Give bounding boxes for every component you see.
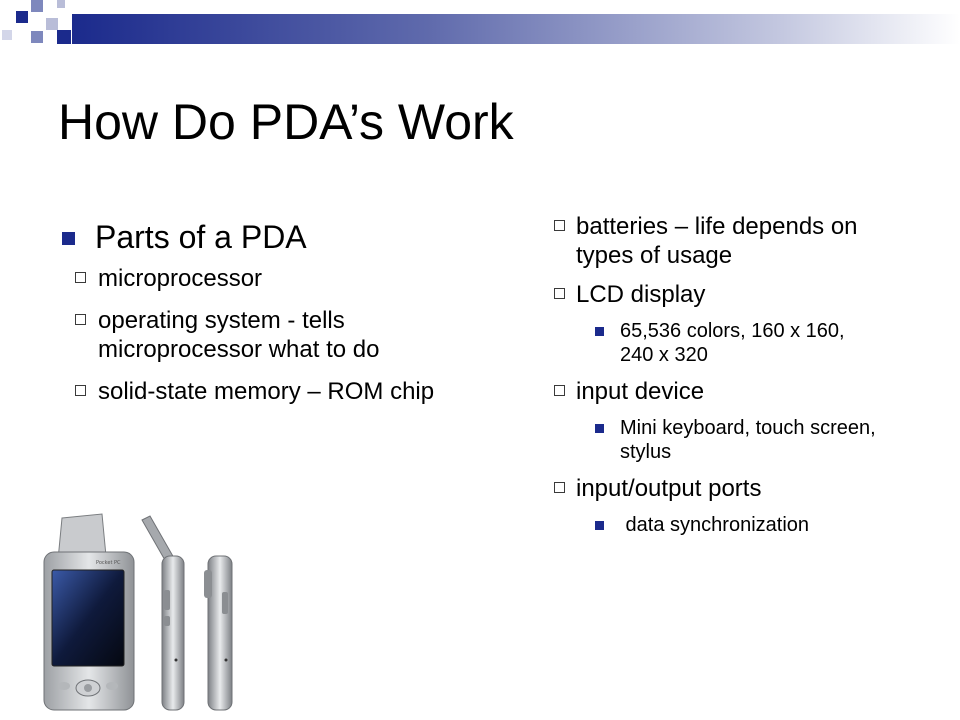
square-bullet-icon bbox=[595, 327, 604, 336]
bullet-text: solid-state memory – ROM chip bbox=[98, 378, 435, 405]
hollow-square-bullet-icon bbox=[554, 385, 565, 396]
bullet-level3 bbox=[552, 513, 882, 537]
decorative-square bbox=[16, 11, 28, 23]
bullet-text: operating system - tells microprocessor what to do bbox=[98, 307, 380, 363]
decorative-square bbox=[2, 30, 12, 40]
square-bullet-icon bbox=[595, 424, 604, 433]
bullet-level2 bbox=[552, 280, 882, 309]
gradient-bar bbox=[72, 14, 960, 44]
pda-device-image bbox=[40, 512, 250, 712]
bullet-level2 bbox=[58, 264, 438, 293]
bullet-text: batteries – life depends on types of usage bbox=[576, 213, 858, 269]
hollow-square-bullet-icon bbox=[75, 272, 86, 283]
hollow-square-bullet-icon bbox=[75, 314, 86, 325]
bullet-text: 65,536 colors, 160 x 160, 240 x 320 bbox=[620, 320, 845, 366]
bullet-text: data synchronization bbox=[620, 514, 810, 536]
hollow-square-bullet-icon bbox=[75, 385, 86, 396]
bullet-level2 bbox=[552, 377, 882, 406]
bullet-level3 bbox=[552, 416, 882, 464]
slide-title: How Do PDA’s Work bbox=[58, 94, 514, 150]
right-column bbox=[552, 212, 882, 547]
pda-brand-text: Pocket PC bbox=[96, 560, 121, 566]
hollow-square-bullet-icon bbox=[554, 220, 565, 231]
hollow-square-bullet-icon bbox=[554, 482, 565, 493]
square-bullet-icon bbox=[595, 521, 604, 530]
decorative-square bbox=[57, 0, 65, 8]
square-bullet-icon bbox=[62, 232, 75, 245]
hollow-square-bullet-icon bbox=[554, 288, 565, 299]
bullet-level2 bbox=[552, 474, 882, 503]
bullet-text: LCD display bbox=[576, 281, 706, 308]
bullet-level3 bbox=[552, 319, 882, 367]
bullet-text: microprocessor bbox=[98, 265, 263, 292]
bullet-level2 bbox=[58, 306, 438, 364]
bullet-text: Mini keyboard, touch screen, stylus bbox=[620, 417, 876, 463]
decorative-square bbox=[57, 30, 71, 44]
bullet-level1 bbox=[58, 218, 438, 256]
decorative-square bbox=[46, 18, 58, 30]
decorative-square bbox=[31, 0, 43, 12]
bullet-level2 bbox=[552, 212, 882, 270]
bullet-text: Parts of a PDA bbox=[95, 219, 307, 255]
decorative-square bbox=[31, 31, 43, 43]
bullet-text: input device bbox=[576, 378, 705, 405]
left-column bbox=[58, 218, 438, 419]
header-banner bbox=[0, 0, 960, 56]
bullet-level2 bbox=[58, 377, 438, 406]
bullet-text: input/output ports bbox=[576, 475, 762, 502]
